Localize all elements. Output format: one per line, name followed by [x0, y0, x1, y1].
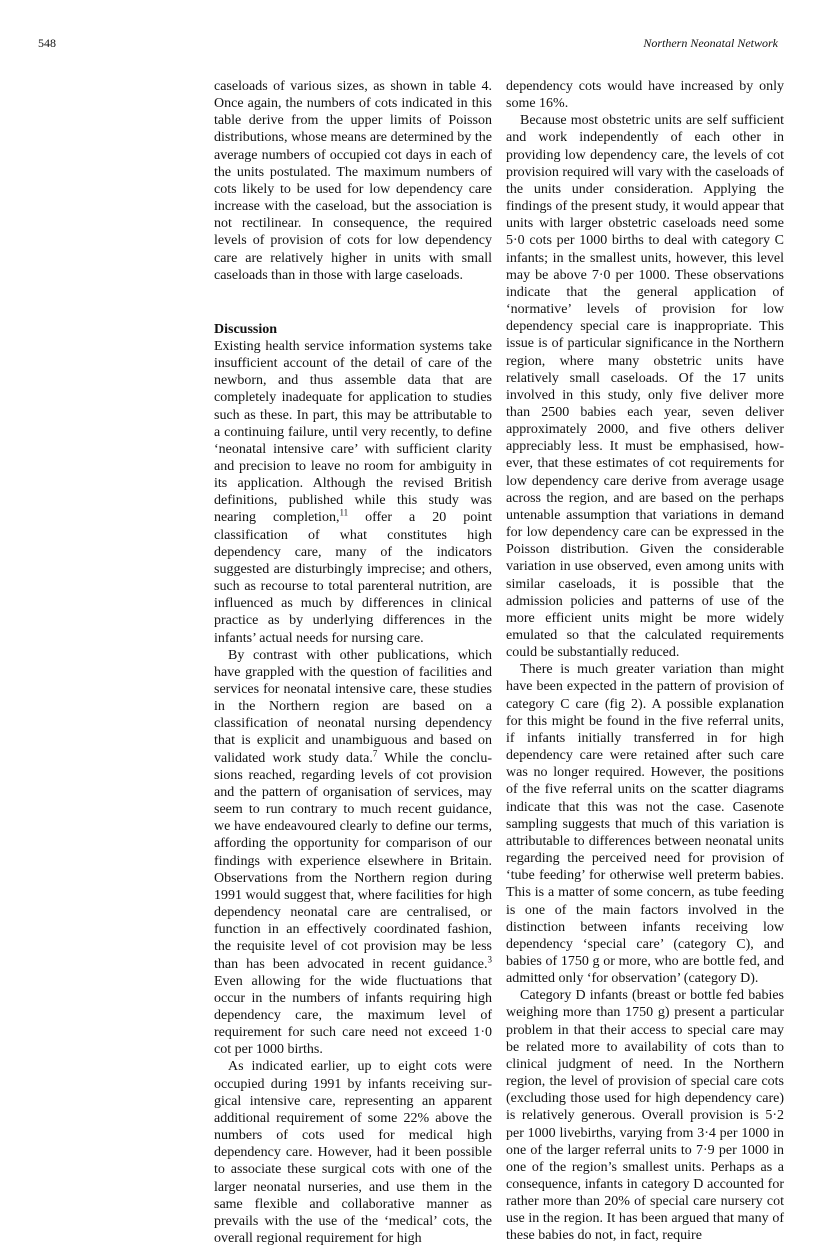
page-number: 548 — [38, 36, 56, 50]
text-span: Existing health service information systems take insufficient account of the detail of care of the newborn, and thus assemble data that are completely inadequate for application to studies such as these. In part, this may be attributable to a continuing failure, until very recently, to define ‘neonatal intensive care’ with sufficient clarity and precision to leave no room for ambiguity in its application. Although the revised British definitions, published while this study was nearing completion, — [214, 338, 492, 526]
discussion-heading: Discussion — [214, 321, 278, 337]
discussion-paragraph-5: There is much greater variation than might have been expected in the pattern of provision of category C care (fig 2). A possible explanation for this might be found in the five referral units, if infants initially transferred in for high dependency care were retained after such care was no longer required. However, the positions of the five referral units on the scatter diagrams indicate that this was not the case. Casenote sampling suggests that much of this variation is attributable to differences between neonatal units regarding the perceived need for provision of ‘tube feeding’ for otherwise well preterm babies. This is a matter of some concern, as tube feeding is one of the main factors involved in the distinction between infants receiving low dependency ‘special care’ (category C), and babies of 1750 g or more, who are bottle fed, and admitted only ‘for observation’ (category D). — [506, 662, 784, 987]
reference-marker: 7 — [372, 747, 378, 758]
running-head: Northern Neonatal Network — [643, 36, 778, 50]
reference-marker: 11 — [339, 507, 349, 518]
discussion-paragraph-1 — [214, 338, 492, 647]
reference-marker: 3 — [487, 953, 492, 964]
page-header — [38, 36, 778, 56]
discussion-paragraph-2 — [214, 647, 492, 1059]
discussion-paragraph-4: Because most obstetric units are self sufficient and work independently of each other in providing low dependency care, the levels of cot provision required will vary with the caseloads of the units under consideration. Applying the findings of the present study, it would appear that units with larger obstetric caseloads need some 5·0 cots per 1000 births to deal with category C infants; in the smallest units, however, this level may be above 7·0 per 1000. These observations indicate that the general application of ‘normative’ levels of provision for low dependency special care is inappropriate. This issue is of particular significance in the Northern region, where many obstetric units have relatively small caseloads. Of the 17 units involved in this study, only five deliver more than 2500 babies each year, seven deliver approximately 2000, and five others deliver appreciably less. It must be emphasised, however, that these estimates of cot requirements for low dependency care derive from average usage across the region, and are based on the perhaps untenable assumption that variations in demand for low dependency care can be expressed in the Poisson distribution. Given the considerable variation in use observed, even among units with similar caseloads, it is possible that the admission policies and patterns of use of the more efficient units might be more widely emulated so that the calculated requirements could be substantially reduced. — [506, 113, 784, 661]
left-column — [214, 78, 492, 1247]
continued-paragraph: dependency cots would have increased by only some 16%. — [506, 79, 784, 112]
text-span: While the conclusions reached, regarding levels of cot provision and the pattern of organisation of services, may seem to run contrary to much recent guidance, we have endeavoured clearly to define our terms, affording the opportunity for comparison of our findings with experience elsewhere in Britain. Observations from the Northern region during 1991 would suggest that, where facilities for high dependency neonatal care are centralised, or function in an effectively coordinated fashion, the requisite level of cot provision may be less than has been advocated in recent guidance. — [214, 750, 492, 972]
text-span: offer a 20 point classification of what constitutes high dependency care, many of the indicators suggested are disturbingly imprecise; and others, such as recourse to total parenteral nutrition, are influenced as much by differences in clinical practice as by underlying differences in the infants’ actual needs for nursing care. — [214, 510, 492, 646]
text-span: Even allowing for the wide fluctuations that occur in the numbers of infants requiring high dependency care, the maximum level of requirement for such care need not exceed 1·0 cot per 1000 births. — [214, 973, 492, 1058]
discussion-paragraph-6: Category D infants (breast or bottle fed babies weighing more than 1750 g) present a particular problem in that their access to special care may be related more to availability of cots than to clinical judgment of need. In the Northern region, the level of provision of special care cots (excluding those used for high dependency care) is relatively generous. Overall provision is 5·2 per 1000 livebirths, varying from 3·4 per 1000 in one of the larger referral units to 7·9 per 1000 in one of the region’s smallest units. Perhaps as a consequence, infants in category D accounted for rather more than 20% of special care nursery cot use in the region. It has been argued that many of these babies do not, in fact, require — [506, 988, 784, 1244]
right-column — [506, 78, 784, 1245]
discussion-paragraph-3: As indicated earlier, up to eight cots were occupied during 1991 by infants receiving surgical intensive care, representing an apparent additional requirement of some 22% above the numbers of cots used for medical high dependency care. However, had it been possible to associate these surgical cots with one of the larger neonatal nurseries, and use them in the same flexible and collaborative manner as prevails with the use of the ‘medical’ cots, the overall regional requirement for high — [214, 1059, 492, 1246]
results-paragraph: caseloads of various sizes, as shown in table 4. Once again, the numbers of cots indicated in this table derive from the upper limits of Poisson distributions, whose means are determined by the average numbers of occupied cot days in each of the units postulated. The maximum numbers of cots likely to be used for low dependency care increase with the caseload, but the association is not rectilinear. In consequence, the required levels of provision of cots for low dependency care are relatively higher in units with small caseloads than in those with large caseloads. — [214, 79, 492, 283]
text-span: By contrast with other publications, which have grappled with the question of facilities and services for neonatal intensive care, these studies in the Northern region are based on a classification of neonatal nursing dependency that is explicit and unambiguous and based on validated work study data. — [214, 647, 492, 766]
